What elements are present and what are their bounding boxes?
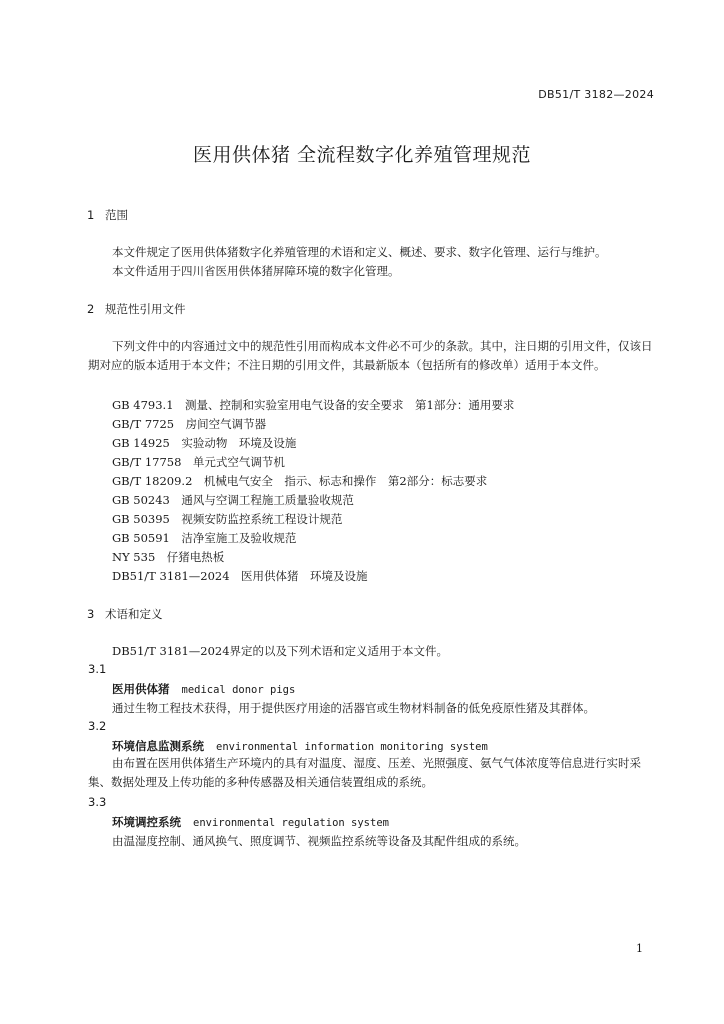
terms-intro: DB51/T 3181—2024界定的以及下列术语和定义适用于本文件。: [112, 644, 449, 658]
section-1-heading: [87, 207, 128, 223]
term-en: environmental information monitoring system: [216, 741, 488, 753]
document-code: DB51/T 3182—2024: [538, 88, 654, 101]
term-definition: 通过生物工程技术获得，用于提供医疗用途的活器官或生物材料制备的低免疫原性猪及其群体。: [112, 701, 595, 715]
scope-paragraph-1: 本文件规定了医用供体猪数字化养殖管理的术语和定义、概述、要求、数字化管理、运行与维护。: [112, 245, 607, 259]
term-number: 3.2: [88, 719, 107, 733]
term-en: environmental regulation system: [193, 817, 389, 829]
reference-item: GB 50243 通风与空调工程施工质量验收规范: [112, 493, 354, 507]
reference-item: GB 50591 洁净室施工及验收规范: [112, 531, 297, 545]
references-intro: [88, 337, 658, 375]
reference-item: DB51/T 3181—2024 医用供体猪 环境及设施: [112, 569, 368, 583]
reference-item: GB/T 18209.2 机械电气安全 指示、标志和操作 第2部分：标志要求: [112, 474, 488, 488]
term-en: medical donor pigs: [181, 684, 296, 696]
section-number: 1: [87, 208, 95, 222]
term-heading: [112, 681, 295, 697]
section-title: 范围: [105, 208, 128, 222]
references-intro-text: 下列文件中的内容通过文中的规范性引用而构成本文件必不可少的条款。其中，注日期的引用文件，仅该日期对应的版本适用于本文件；不注日期的引用文件，其最新版本（包括所有的修改单）适用于本文件。: [88, 339, 653, 372]
term-heading: [112, 738, 488, 754]
reference-item: GB 14925 实验动物 环境及设施: [112, 436, 297, 450]
reference-item: GB/T 17758 单元式空气调节机: [112, 455, 285, 469]
reference-item: GB 4793.1 测量、控制和实验室用电气设备的安全要求 第1部分：通用要求: [112, 398, 515, 412]
term-zh: 环境调控系统: [112, 815, 181, 829]
section-3-heading: [87, 606, 163, 622]
term-number: 3.1: [88, 662, 107, 676]
section-number: 3: [87, 607, 95, 621]
reference-item: GB 50395 视频安防监控系统工程设计规范: [112, 512, 343, 526]
scope-paragraph-2: 本文件适用于四川省医用供体猪屏障环境的数字化管理。: [112, 264, 400, 278]
term-definition: 由布置在医用供体猪生产环境内的具有对温度、湿度、压差、光照强度、氨气气体浓度等信息进行实时采集、数据处理及上传功能的多种传感器及相关通信装置组成的系统。: [88, 756, 641, 789]
term-zh: 环境信息监测系统: [112, 739, 204, 753]
term-definition: 由温湿度控制、通风换气、照度调节、视频监控系统等设备及其配件组成的系统。: [112, 834, 526, 848]
reference-item: NY 535 仔猪电热板: [112, 550, 225, 564]
section-number: 2: [87, 302, 95, 316]
section-2-heading: [87, 301, 186, 317]
reference-item: GB/T 7725 房间空气调节器: [112, 417, 267, 431]
term-number: 3.3: [88, 795, 107, 809]
term-zh: 医用供体猪: [112, 682, 170, 696]
page-number: 1: [636, 942, 643, 955]
term-heading: [112, 814, 389, 830]
term-definition-wrap: [88, 754, 658, 792]
page-title: 医用供体猪 全流程数字化养殖管理规范: [192, 144, 532, 166]
section-title: 术语和定义: [105, 607, 163, 621]
section-title: 规范性引用文件: [105, 302, 186, 316]
